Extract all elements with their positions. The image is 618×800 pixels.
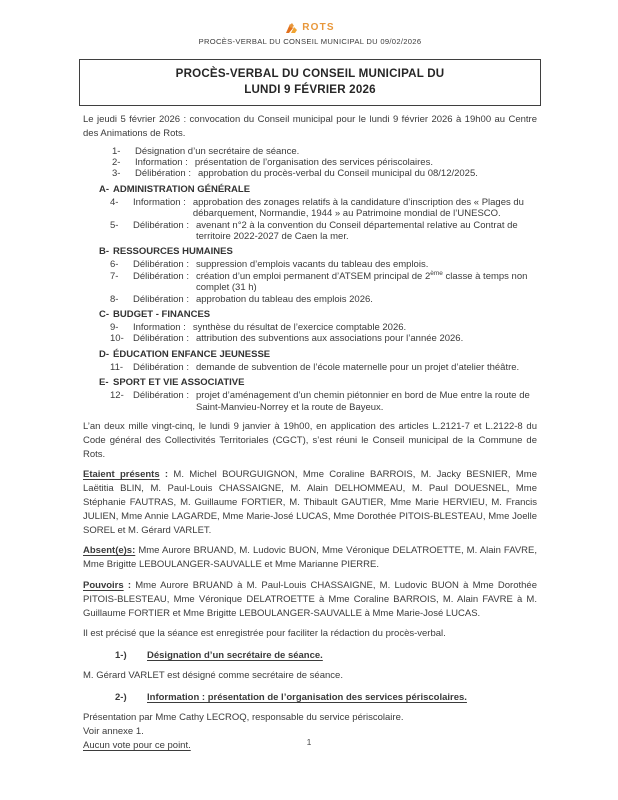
section-heading [99,309,537,321]
agenda [83,146,537,414]
section-heading [99,184,537,196]
item-text: demande de subvention de l’école maternelle pour un projet d’atelier théâtre. [195,361,520,373]
secretary-designation: M. Gérard VARLET est désigné comme secrétaire de séance. [83,670,343,682]
pouvoirs-separator: : [123,580,136,592]
minutes-heading-2 [115,692,537,704]
agenda-item-12 [110,390,537,413]
absents-names: Mme Aurore BRUAND, M. Ludovic BUON, Mme Véronique DELATROETTE, M. Alain FAVRE, Mme Brigitte LEBOULANGER-SAUVALLE et Mme Marianne PIERRE. [83,545,538,571]
page-number: 1 [306,737,312,747]
item-label: Délibération : [133,333,189,345]
heading-title: Désignation d’un secrétaire de séance. [147,650,323,662]
agenda-item-4 [110,197,537,220]
item-label: Information : [133,322,186,334]
presents-names: M. Michel BOURGUIGNON, Mme Coraline BARROIS, M. Jacky BESNIER, Mme Laëtitia BLIN, M. Paul-Louis CHASSAIGNE, M. Alain DELHOMMEAU, M. Paul DOUESNEL, Mme Stéphanie FAUTRAS, M. Guillaume FORTIER, M. Thibault GAUTIER, Mme Marie HERVIEU, M. Francis JULIEN, Mme Annie LAGARDE, Mme Marie-José LUCAS, Mme Dorothée PITOIS-BLESTEAU, Mme Joelle SOREL et M. Gérard VARLET. [83,469,537,536]
agenda-item-7 [110,271,537,294]
item-label: Délibération : [133,293,189,305]
section-title: SPORT ET VIE ASSOCIATIVE [113,377,245,389]
agenda-section-b [99,246,537,305]
item-text-post: classe à temps non complet (31 h) [195,270,528,294]
opening-paragraph: L’an deux mille vingt-cinq, le lundi 9 janvier à 19h00, en application des articles L.2121-7 et L.2122-8 du Code général des Collectivités Territoriales (CGCT), s’est réuni le Conseil municipal de la Commune de Rots. [83,421,537,460]
agenda-item-6 [110,259,537,270]
item-number: 8- [110,293,119,305]
item-text: projet d’aménagement d’un chemin piétonnier en bord de Mue entre la route de Saint-Manvieu-Norrey et la route de Bayeux. [195,390,530,413]
rots-logo-icon [285,22,298,34]
section-heading [99,246,537,258]
absents-paragraph [83,544,537,572]
title-line-2: LUNDI 9 FÉVRIER 2026 [244,83,376,96]
heading-number: 2-) [115,692,127,704]
item-text: présentation de l’organisation des services périscolaires. [194,157,433,168]
item-label: Délibération : [133,219,189,231]
item-text-pre: création d’un emploi permanent d’ATSEM principal de 2 [195,270,431,282]
item-text-superscript: ème [430,269,443,277]
item-number: 5- [110,219,119,231]
item-text: attribution des subventions aux associations pour l’année 2026. [195,333,464,345]
minutes-heading-1 [115,650,537,662]
item-number: 11- [110,361,124,373]
section-title: BUDGET - FINANCES [113,309,211,321]
agenda-item-5 [110,220,537,243]
item-text: suppression d’emplois vacants du tableau des emplois. [195,259,429,271]
presents-label: Etaient présents [83,469,160,481]
agenda-item-1 [112,146,537,157]
title-box [79,59,541,106]
agenda-item-10 [110,333,537,344]
item-label: Délibération : [135,168,191,180]
agenda-section-d [99,349,537,373]
agenda-section-a [99,184,537,243]
rots-logo-text: ROTS [302,22,335,33]
item-number: 9- [110,322,119,334]
section-letter: B- [99,246,110,258]
heading-number: 1-) [115,650,127,662]
item-text: approbation des zonages relatifs à la candidature d’inscription des « Plages du débarquement, Normandie, 1944 » au Patrimoine mondial de l’UNESCO. [192,196,524,220]
item-number: 10- [110,333,124,345]
no-vote-note: Aucun vote pour ce point. [83,739,191,751]
annexe-line: Voir annexe 1. [83,725,144,737]
item-label: Information : [133,196,186,208]
item-label: Délibération : [133,361,189,373]
presentation-line: Présentation par Mme Cathy LECROQ, responsable du service périscolaire. [83,712,404,724]
item-number: 4- [110,196,119,208]
item-label: Délibération : [133,259,189,271]
recording-note: Il est précisé que la séance est enregistrée pour faciliter la rédaction du procès-verbal. [83,628,446,640]
item-text [196,271,537,294]
pouvoirs-paragraph [83,579,537,620]
pouvoirs-label: Pouvoirs [83,580,124,592]
absents-label: Absent(e)s: [83,545,136,557]
agenda-preliminary [112,146,537,180]
agenda-item-3 [112,168,537,179]
agenda-item-2 [112,157,537,168]
section-heading [99,349,537,361]
section-letter: E- [99,377,109,389]
heading-title: Information : présentation de l’organisation des services périscolaires. [147,692,467,704]
commune-logo [83,20,537,35]
section-title: RESSOURCES HUMAINES [113,246,233,258]
item-number: 1- [112,145,121,157]
agenda-item-9 [110,322,537,333]
section-heading [99,377,537,389]
presents-separator: : [159,469,174,481]
item-label: Information : [135,157,188,168]
title-line-1: PROCÈS-VERBAL DU CONSEIL MUNICIPAL DU [175,67,445,80]
section-letter: C- [99,309,110,321]
item-label: Délibération : [133,270,189,282]
section-letter: A- [99,183,110,195]
document-header [83,20,537,46]
section-letter: D- [99,348,110,360]
item-number: 7- [110,270,119,282]
agenda-section-e [99,377,537,413]
item-number: 2- [112,157,121,168]
item-number: 6- [110,259,119,271]
section-title: ADMINISTRATION GÉNÉRALE [113,183,251,195]
item-text: avenant n°2 à la convention du Conseil départemental relative au Contrat de territoire 2022-2027 de Caen la mer. [195,219,518,243]
item-label: Délibération : [133,390,189,402]
item-number: 12- [110,390,124,402]
item-text: approbation du tableau des emplois 2026. [195,293,373,305]
convocation-paragraph: Le jeudi 5 février 2026 : convocation du Conseil municipal pour le lundi 9 février 2026 à 19h00 au Centre des Animations de Rots. [83,114,537,139]
item-text: Désignation d’un secrétaire de séance. [135,145,300,157]
agenda-item-8 [110,294,537,305]
item-text: approbation du procès-verbal du Conseil municipal du 08/12/2025. [197,168,478,180]
header-subtitle: PROCÈS-VERBAL DU CONSEIL MUNICIPAL DU 09/02/2026 [198,37,422,46]
presents-paragraph [83,468,537,537]
pouvoirs-names: Mme Aurore BRUAND à M. Paul-Louis CHASSAIGNE, M. Ludovic BUON à Mme Dorothée PITOIS-BLESTEAU, Mme Véronique DELATROETTE à Mme Coraline BARROIS, M. Alain FAVRE à M. Guillaume FORTIER et Mme Brigitte LEBOULANGER-SAUVALLE à Mme Marie-José LUCAS. [83,580,537,619]
agenda-section-c [99,309,537,345]
item-text: synthèse du résultat de l’exercice comptable 2026. [192,322,407,334]
item-number: 3- [112,168,121,180]
agenda-item-11 [110,362,537,373]
section-title: ÉDUCATION ENFANCE JEUNESSE [113,348,271,360]
